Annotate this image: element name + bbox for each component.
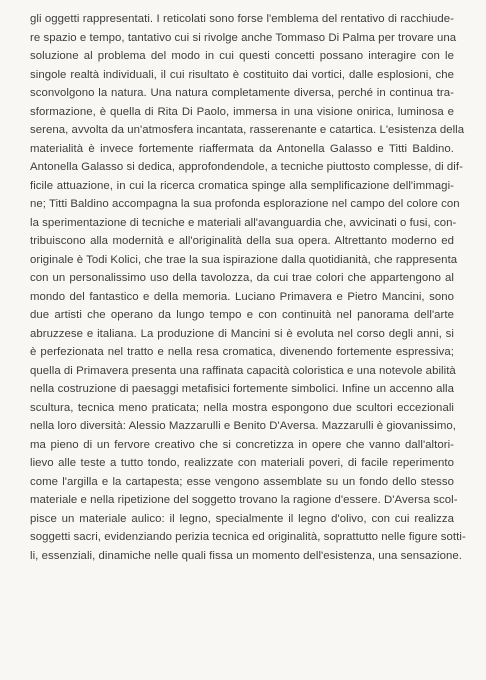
text-line: abruzzese e italiana. La produzione di Mancini si è evoluta nel corso degli anni, si	[30, 327, 454, 340]
text-line: la sperimentazione di tecniche e materiali all'avanguardia che, avvicinati o fusi, con-	[30, 216, 457, 229]
text-line: li, essenziali, dinamiche nelle quali fissa un momento dell'esistenza, una sensazione.	[30, 549, 462, 562]
text-line: re spazio e tempo, tantativo cui si rivolge anche Tommaso Di Palma per trovare una	[30, 31, 457, 44]
text-line: singole realtà individuali, il cui risultato è costituito dai vortici, dalle esplosioni, che	[30, 68, 454, 81]
text-line: gli oggetti rappresentati. I reticolati sono forse l'emblema del rentativo di racchiude-	[30, 13, 454, 25]
text-line: due artisti che operano da lungo tempo e con continuità nel panorama dell'arte	[30, 309, 454, 321]
text-line: originale è Todi Kolici, che trae la sua ispirazione dalla quotidianità, che rappresenta	[30, 253, 458, 266]
text-line: sconvolgono la natura. Una natura completamente diversa, perché in continua tra-	[30, 87, 454, 99]
text-line: mondo del fantastico e della memoria. Luciano Primavera e Pietro Mancini, sono	[30, 290, 454, 303]
text-line: soluzione al problema del modo in cui questi concetti possano interagire con le	[30, 50, 454, 62]
text-line: ficile attuazione, in cui la ricerca cromatica spinge alla semplificazione dell'immagi-	[30, 179, 454, 192]
text-line: sformazione, è quella di Rita Di Paolo, immersa in una visione onirica, luminosa e	[30, 105, 454, 118]
text-line: materialità è invece fortemente riaffermata da Antonella Galasso e Titti Baldino.	[30, 142, 454, 155]
text-line: Antonella Galasso si dedica, approfondendole, a tecniche piuttosto complesse, di dif-	[30, 161, 463, 173]
text-line: come l'argilla e la cartapesta; esse vengono assemblate su un fondo dello stesso	[30, 475, 454, 488]
text-line: ma pieno di un fervore creativo che si concretizza in opere che vanno dall'altori-	[30, 438, 454, 451]
text-line: tribuiscono alla modernità e all'originalità della sua opera. Altrettanto moderno ed	[30, 235, 454, 247]
text-line: pisce un materiale aulico: il legno, specialmente il legno d'olivo, con cui realizza	[30, 512, 454, 525]
text-line: serena, avvolta da un'atmosfera incantata, rasserenante e catartica. L'esistenza della	[30, 124, 465, 136]
text-line: materiale e nella ripetizione del soggetto trovano la ragione d'essere. D'Aversa scol-	[30, 494, 458, 506]
text-line: con un personalissimo uso della tavolozza, da cui trae colori che appartengono al	[30, 272, 454, 284]
text-line: è perfezionata nel tratto e nella resa cromatica, divenendo fortemente espressiva;	[30, 346, 454, 358]
text-line: soggetti sacri, evidenziando perizia tecnica ed originalità, soprattutto nelle figure sotti-	[30, 531, 466, 543]
body-text	[30, 10, 466, 565]
text-line: lievo alle teste a tutto tondo, realizzate con materiali poveri, di facile reperimento	[30, 457, 454, 469]
text-line: nella loro diversità: Alessio Mazzarulli e Benito D'Aversa. Mazzarulli è giovanissimo,	[30, 420, 456, 432]
text-line: nella costruzione di paesaggi metafisici fortemente simbolici. Infine un accenno alla	[30, 383, 454, 395]
text-line: quella di Primavera presenta una raffinata capacità coloristica e una notevole abilità	[30, 364, 456, 377]
text-line: ne; Titti Baldino accompagna la sua profonda esplorazione nel campo del colore con	[30, 198, 460, 210]
text-line: scultura, tecnica meno praticata; nella mostra espongono due scultori eccezionali	[30, 401, 454, 414]
